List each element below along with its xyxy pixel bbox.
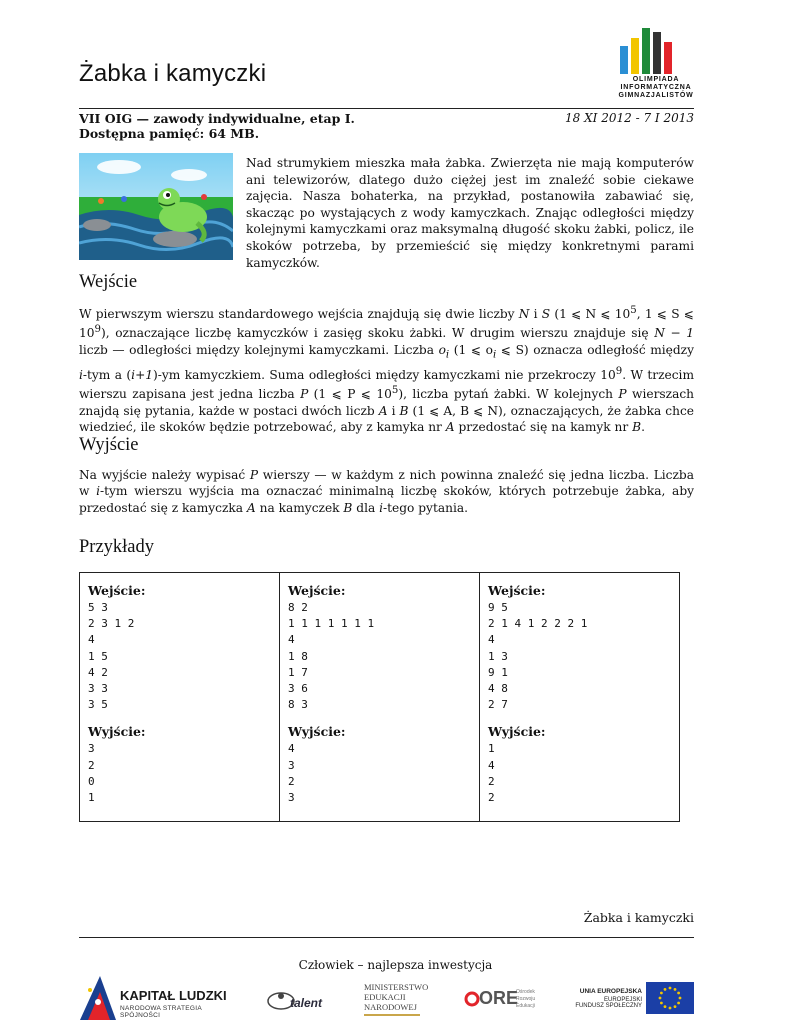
men-line-1: MINISTERSTWO: [364, 982, 429, 992]
header-rule: [79, 108, 694, 109]
logo-bar-2: [631, 38, 639, 74]
men-underline: [364, 1014, 420, 1016]
contest-dates: 18 XI 2012 - 7 I 2013: [565, 111, 694, 125]
footer-motto: Człowiek – najlepsza inwestycja: [298, 958, 493, 972]
logo-bar-3: [642, 28, 650, 74]
logo-line-2: INFORMATYCZNA: [620, 84, 692, 91]
output-description: Na wyjście należy wypisać P wierszy — w każdym z nich powinna znaleźć się jedna liczba. Liczba w i-tym wierszu wyjścia ma oznaczać minimalną liczbę skoków, których potrzebuje żabka, aby przedostać się z kamyczka A na kamyczek B dla i-tego pytania.: [79, 468, 695, 515]
kl-title: KAPITAŁ LUDZKI: [120, 988, 227, 1003]
ore-line-3: Edukacji: [516, 1003, 535, 1009]
ore-ring-icon: [464, 991, 480, 1007]
men-line-2: EDUKACJI: [364, 992, 406, 1002]
men-line-3: NARODOWEJ: [364, 1002, 417, 1012]
kl-subtitle: NARODOWA STRATEGIA SPÓJNOŚCI: [120, 1005, 202, 1019]
logo-line-1: OLIMPIADA: [632, 76, 680, 83]
example-input: 8 2 1 1 1 1 1 1 1 4 1 8 1 7 3 6 8 3: [288, 601, 375, 712]
eu-logo: [574, 976, 698, 1020]
talent-text: talent: [290, 996, 323, 1010]
footer-rule: [79, 937, 694, 938]
frog-illustration: [79, 153, 233, 260]
example-output: 3 2 0 1: [88, 742, 95, 805]
example-input: 5 3 2 3 1 2 4 1 5 4 2 3 3 3 5: [88, 601, 135, 712]
ore-text: ORE: [479, 988, 519, 1008]
logo-bar-1: [620, 46, 628, 74]
example-output: 1 4 2 2: [488, 742, 495, 805]
talent-logo: [266, 976, 336, 1020]
example-output-label: Wyjście:: [88, 724, 146, 740]
eu-line-2: FUNDUSZ SPOŁECZNY: [575, 1003, 642, 1009]
footer-task-name: Żabka i kamyczki: [583, 910, 694, 925]
men-logo: [364, 976, 444, 1020]
logo-bar-5: [664, 42, 672, 74]
input-heading: Wejście: [79, 272, 138, 292]
eu-flag-icon: [646, 982, 694, 1014]
ore-line-1: Ośrodek: [516, 989, 535, 995]
example-output: 4 3 2 3: [288, 742, 295, 805]
eu-title: UNIA EUROPEJSKA: [579, 988, 642, 995]
example-1: [80, 573, 280, 821]
example-input: 9 5 2 1 4 1 2 2 2 1 4 1 3 9 1 4 8 2 7: [488, 601, 588, 712]
ore-logo: [464, 976, 554, 1020]
logo-line-3: GIMNAZJALISTÓW: [618, 92, 694, 99]
kapital-ludzki-logo: [80, 976, 240, 1020]
example-output-label: Wyjście:: [488, 724, 546, 740]
output-heading: Wyjście: [79, 435, 139, 455]
example-input-label: Wejście:: [488, 583, 546, 598]
example-input-label: Wejście:: [88, 583, 146, 598]
logo-bar-4: [653, 32, 661, 74]
example-output-label: Wyjście:: [288, 724, 346, 740]
kapital-ludzki-emblem-icon: [80, 976, 116, 1020]
example-input-label: Wejście:: [288, 583, 346, 598]
memory-limit: Dostępna pamięć: 64 MB.: [79, 126, 260, 141]
examples-table: [79, 572, 680, 822]
oig-logo: [606, 28, 706, 104]
eu-line-1: EUROPEJSKI: [603, 997, 642, 1003]
contest-info: VII OIG — zawody indywidualne, etap I.: [79, 111, 355, 126]
input-description: W pierwszym wierszu standardowego wejścia znajdują się dwie liczby N i S (1 ⩽ N ⩽ $10^5$, 1 ⩽ S ⩽ $10^9$), oznaczające liczbę kamyczków i zasięg skoku żabki. W drugim wierszu znajduje się N − 1 liczb — odległości między kolejnymi kamyczkami. Liczba $o_i$ (1 ⩽ $o_i$ ⩽ S) oznacza odległość między i-tym a (i+1)-ym kamyczkiem. Suma odległości między kamyczkami nie przekroczy $10^9$. W trzecim wierszu zapisana jest jedna liczba P (1 ⩽ P ⩽ $10^5$), liczba pytań żabki. W kolejnych P wierszach znajdą się pytania, każde w postaci dwóch liczb A i B (1 ⩽ A, B ⩽ N), oznaczających, że żabka chce wiedzieć, ile skoków będzie potrzebować, aby z kamyka nr A przedostać się na kamyk nr B.: [79, 305, 695, 435]
example-2: [280, 573, 480, 821]
example-3: [480, 573, 679, 821]
examples-heading: Przykłady: [79, 537, 155, 557]
story-paragraph: Nad strumykiem mieszka mała żabka. Zwierzęta nie mają komputerów ani telewizorów, dlatego dużo ciężej jest im znaleźć sobie ciekawe zajęcia. Nasza bohaterka, na przykład, postanowiła zabawiać się, skacząc po wystających z wody kamyczkach. Znając odległości między kolejnymi kamyczkami oraz maksymalną długość skoku żabki, policz, ile skoków potrzeba, by przemieścić się między konkretnymi parami kamyczków.: [246, 156, 694, 270]
task-title: Żabka i kamyczki: [79, 60, 267, 87]
oig-logo-bars-icon: [606, 28, 706, 76]
ore-line-2: Rozwoju: [516, 996, 536, 1002]
